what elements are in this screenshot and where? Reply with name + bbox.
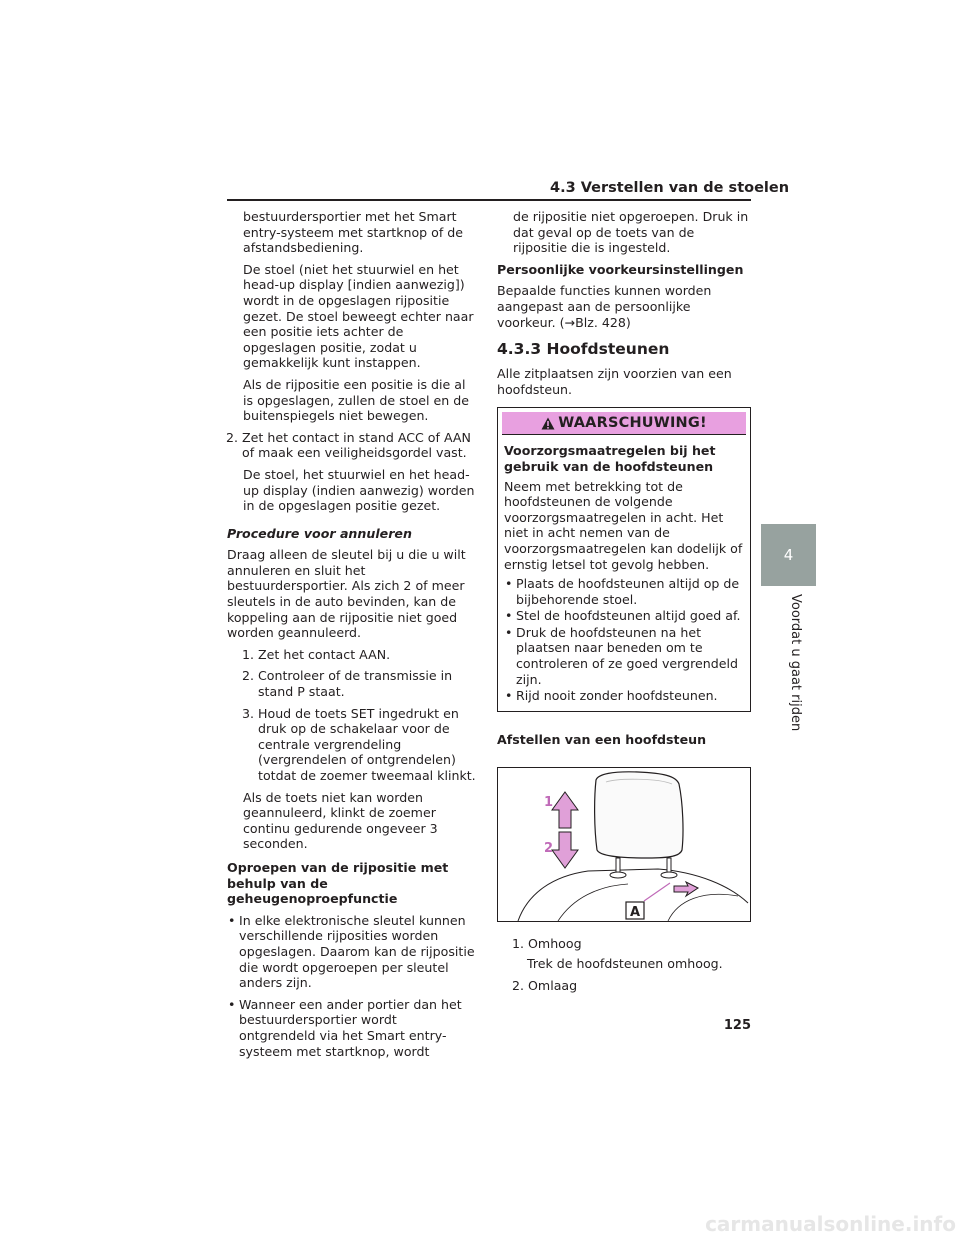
cancel-text: Draag alleen de sleutel bij u die u wilt annuleren en sluit het bestuurdersportier. Als zich 2 of meer sleutels in de auto bevinden, kan de koppeling aan de rijpositie niet goed worden geannuleerd. (227, 547, 466, 641)
header-rule (227, 199, 751, 201)
paragraph: Als de rijpositie een positie is die al is opgeslagen, zullen de stoel en de buitenspiegels niet bewegen. (243, 376, 470, 424)
cancel-step-3-note: Als de toets niet kan worden geannuleerd, klinkt de zoemer continu gedurende ongeveer 3 seconden. (243, 789, 438, 852)
release-arrow (674, 882, 698, 896)
paragraph: bestuurdersportier met het Smart entry-systeem met startknop of de afstandsbediening. (243, 209, 464, 256)
warning-text: Neem met betrekking tot de hoofdsteunen de volgende voorzorgsmaatregelen in acht. Het niet in acht nemen van de voorzorgsmaatregelen kan dodelijk of ernstig letsel tot gevolg hebben. (504, 478, 743, 572)
cancel-heading: Procedure voor annuleren (227, 525, 412, 541)
headrest-figure (497, 767, 751, 922)
adjust-heading: Afstellen van een hoofdsteun (497, 731, 707, 747)
recall-heading: Oproepen van de rijpositie met behulp van de geheugenoproepfunctie (227, 859, 449, 907)
intro-text: Alle zitplaatsen zijn voorzien van een hoofdsteun. (497, 366, 732, 397)
label-2: 2 (544, 841, 554, 857)
paragraph: De stoel (niet het stuurwiel en het head-up display [indien aanwezig]) wordt in de opgeslagen rijpositie gezet. De stoel beweegt echter naar een positie iets achter de opgeslagen positie, zodat u gemakkelijk kunt instappen. (243, 261, 474, 371)
list-item: • Wanneer een ander portier dan het bestuurdersportier wordt ontgrendeld via het Smart entry-systeem met startknop, wordt (228, 996, 462, 1059)
left-column (227, 209, 477, 1065)
paragraph: de rijpositie niet opgeroepen. Druk in dat geval op de toets van de rijpositie die is ingesteld. (513, 209, 749, 256)
warning-box (497, 407, 751, 712)
chapter-label: Voordat u gaat rijden (788, 594, 803, 732)
warning-header (502, 412, 746, 435)
right-column (497, 209, 751, 999)
section-title: 4.3.3 Hoofdsteunen (497, 340, 670, 359)
adjust-step-1: 1. Omhoog (512, 936, 582, 952)
pref-heading: Persoonlijke voorkeursinstellingen (497, 261, 744, 277)
warning-icon (541, 417, 555, 430)
warning-bullet: • Rijd nooit zonder hoofdsteunen. (505, 688, 718, 704)
list-item: • In elke elektronische sleutel kunnen verschillende rijposities worden opgeslagen. Daarom kan de rijpositie die wordt opgeroepen per sleutel anders zijn. (228, 912, 475, 991)
warning-bullet: • Druk de hoofdsteunen na het plaatsen naar beneden om te controleren of ze goed vergrendeld zijn. (505, 624, 739, 687)
label-a: A (630, 905, 641, 921)
chapter-tab (761, 524, 816, 586)
adjust-step-1-note: Trek de hoofdsteunen omhoog. (527, 956, 723, 972)
down-arrow (552, 832, 578, 868)
pref-text: Bepaalde functies kunnen worden aangepast aan de persoonlijke voorkeur. (→Blz. 428) (497, 283, 712, 330)
up-arrow (552, 792, 578, 828)
watermark: carmanualsonline.info (705, 1212, 956, 1236)
page-number: 125 (723, 1018, 751, 1033)
warning-title: WAARSCHUWING! (558, 414, 707, 431)
label-1: 1 (544, 795, 554, 811)
adjust-step-2: 2. Omlaag (512, 977, 578, 993)
section-header: 4.3 Verstellen van de stoelen (550, 180, 790, 196)
cancel-step-2: 2. Controleer of de transmissie in stand P staat. (242, 668, 453, 700)
cancel-step-1: 1. Zet het contact AAN. (242, 646, 391, 662)
cancel-step-3: 3. Houd de toets SET ingedrukt en druk op de schakelaar voor de centrale vergrendeling (vergrendelen of ontgrendelen) totdat de zoemer tweemaal klinkt. (242, 705, 476, 783)
step-2-note: De stoel, het stuurwiel en het head-up display (indien aanwezig) worden in de opgeslagen positie gezet. (243, 466, 475, 514)
headrest (595, 772, 683, 858)
warning-subtitle: Voorzorgsmaatregelen bij het gebruik van de hoofdsteunen (504, 443, 716, 474)
warning-bullet: • Plaats de hoofdsteunen altijd op de bijbehorende stoel. (505, 576, 740, 607)
step-2: 2. Zet het contact in stand ACC of AAN of maak een veiligheidsgordel vast. (226, 429, 471, 461)
chapter-number: 4 (783, 546, 794, 564)
warning-bullet: • Stel de hoofdsteunen altijd goed af. (505, 608, 741, 624)
